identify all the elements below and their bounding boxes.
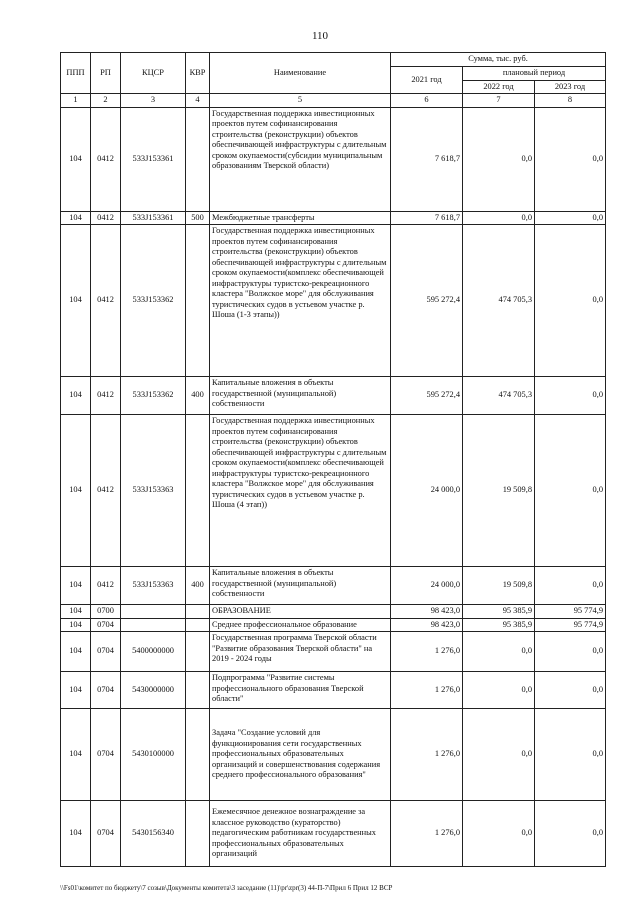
table-row — [61, 225, 606, 377]
cell-2021: 1 276,0 — [391, 801, 463, 867]
cell-name: Межбюджетные трансферты — [210, 211, 391, 225]
table-row — [61, 567, 606, 605]
header-num: 8 — [535, 94, 606, 108]
cell-kcsr: 5430000000 — [121, 672, 186, 709]
cell-2023: 0,0 — [535, 672, 606, 709]
cell-kvr — [186, 225, 210, 377]
cell-ppp: 104 — [61, 415, 91, 567]
cell-kvr — [186, 605, 210, 619]
cell-2022: 0,0 — [463, 801, 535, 867]
cell-rp: 0704 — [91, 632, 121, 672]
cell-name: Государственная поддержка инвестиционных проектов путем софинансирования строительства (реконструкции) объектов обеспечивающей инфраструктуры с длительным сроком окупаемости(комплекс обеспечивающей инфраструктуры туристско-рекреационного кластера "Волжское море" для обслуживания туристических судов в устьевом участке р. Шоша (1-3 этапы)) — [210, 225, 391, 377]
cell-2022: 0,0 — [463, 107, 535, 211]
cell-2021: 1 276,0 — [391, 709, 463, 801]
header-sum: Сумма, тыс. руб. — [391, 53, 606, 67]
cell-name: Государственная программа Тверской области "Развитие образования Тверской области" на 2019 - 2024 годы — [210, 632, 391, 672]
cell-name: Государственная поддержка инвестиционных проектов путем софинансирования строительства (реконструкции) объектов обеспечивающей инфраструктуры с длительным сроком окупаемости(субсидии муниципальным образованиям Тверской области) — [210, 107, 391, 211]
cell-2022: 19 509,8 — [463, 415, 535, 567]
header-num: 6 — [391, 94, 463, 108]
cell-rp: 0704 — [91, 672, 121, 709]
cell-2022: 0,0 — [463, 709, 535, 801]
cell-kcsr: 5400000000 — [121, 632, 186, 672]
cell-rp: 0700 — [91, 605, 121, 619]
cell-kcsr: 533J153361 — [121, 211, 186, 225]
cell-2023: 0,0 — [535, 377, 606, 415]
header-ppp: ППП — [61, 53, 91, 94]
cell-ppp: 104 — [61, 618, 91, 632]
cell-2021: 98 423,0 — [391, 618, 463, 632]
cell-2021: 595 272,4 — [391, 377, 463, 415]
cell-2023: 95 774,9 — [535, 618, 606, 632]
table-row — [61, 801, 606, 867]
cell-kcsr: 533J153363 — [121, 567, 186, 605]
cell-2023: 0,0 — [535, 709, 606, 801]
cell-kcsr: 533J153363 — [121, 415, 186, 567]
cell-2021: 7 618,7 — [391, 211, 463, 225]
cell-rp: 0704 — [91, 618, 121, 632]
cell-kvr — [186, 618, 210, 632]
cell-kvr — [186, 672, 210, 709]
cell-kcsr: 533J153362 — [121, 225, 186, 377]
cell-2022: 19 509,8 — [463, 567, 535, 605]
cell-kvr: 400 — [186, 567, 210, 605]
cell-ppp: 104 — [61, 672, 91, 709]
cell-rp: 0412 — [91, 211, 121, 225]
cell-kvr: 400 — [186, 377, 210, 415]
cell-rp: 0412 — [91, 415, 121, 567]
header-num: 3 — [121, 94, 186, 108]
table-row — [61, 709, 606, 801]
table-row — [61, 618, 606, 632]
cell-2022: 0,0 — [463, 632, 535, 672]
cell-kcsr: 533J153362 — [121, 377, 186, 415]
cell-kcsr: 5430156340 — [121, 801, 186, 867]
cell-rp: 0412 — [91, 567, 121, 605]
header-kcsr: КЦСР — [121, 53, 186, 94]
table-row — [61, 377, 606, 415]
footer-file-path: \\Fs01\комитет по бюджету\7 созыв\Документы комитета\3 заседание (11)\pr\zpr(3) 44-П-7\Прил 6 Прил 12 ВСР — [60, 884, 393, 892]
table-row — [61, 415, 606, 567]
cell-kvr: 500 — [186, 211, 210, 225]
cell-name: Подпрограмма "Развитие системы профессионального образования Тверской области" — [210, 672, 391, 709]
cell-ppp: 104 — [61, 567, 91, 605]
cell-2023: 0,0 — [535, 567, 606, 605]
table-row — [61, 605, 606, 619]
header-kvr: КВР — [186, 53, 210, 94]
budget-table — [60, 52, 606, 867]
cell-name: Среднее профессиональное образование — [210, 618, 391, 632]
header-rp: РП — [91, 53, 121, 94]
cell-2021: 24 000,0 — [391, 567, 463, 605]
cell-name: Капитальные вложения в объекты государственной (муниципальной) собственности — [210, 567, 391, 605]
header-name: Наименование — [210, 53, 391, 94]
table-row — [61, 211, 606, 225]
table-row — [61, 107, 606, 211]
page-number: 110 — [311, 30, 329, 42]
cell-rp: 0412 — [91, 225, 121, 377]
cell-2021: 98 423,0 — [391, 605, 463, 619]
cell-2021: 7 618,7 — [391, 107, 463, 211]
cell-kvr — [186, 709, 210, 801]
cell-2021: 1 276,0 — [391, 632, 463, 672]
cell-2023: 0,0 — [535, 211, 606, 225]
cell-2022: 0,0 — [463, 211, 535, 225]
cell-rp: 0704 — [91, 801, 121, 867]
header-plan-period: плановый период — [463, 67, 606, 81]
cell-2023: 0,0 — [535, 107, 606, 211]
header-num: 7 — [463, 94, 535, 108]
header-num: 2 — [91, 94, 121, 108]
header-num: 5 — [210, 94, 391, 108]
cell-kcsr: 5430100000 — [121, 709, 186, 801]
header-2021: 2021 год — [391, 67, 463, 94]
cell-ppp: 104 — [61, 605, 91, 619]
cell-ppp: 104 — [61, 377, 91, 415]
cell-kvr — [186, 632, 210, 672]
cell-kcsr — [121, 618, 186, 632]
cell-name: Государственная поддержка инвестиционных проектов путем софинансирования строительства (реконструкции) объектов обеспечивающей инфраструктуры с длительным сроком окупаемости(комплекс обеспечивающей инфраструктуры туристско-рекреационного кластера "Волжское море" для обслуживания туристических судов в устьевом участке р. Шоша (4 этап)) — [210, 415, 391, 567]
cell-2022: 0,0 — [463, 672, 535, 709]
header-2022: 2022 год — [463, 80, 535, 94]
cell-ppp: 104 — [61, 211, 91, 225]
cell-rp: 0412 — [91, 377, 121, 415]
cell-2022: 95 385,9 — [463, 605, 535, 619]
cell-2022: 95 385,9 — [463, 618, 535, 632]
cell-2023: 0,0 — [535, 415, 606, 567]
cell-2022: 474 705,3 — [463, 225, 535, 377]
cell-ppp: 104 — [61, 709, 91, 801]
cell-name: Задача "Создание условий для функционирования сети государственных профессиональных образовательных организаций и совершенствования содержания среднего профессионального образования" — [210, 709, 391, 801]
cell-2021: 1 276,0 — [391, 672, 463, 709]
table-row — [61, 632, 606, 672]
cell-name: Ежемесячное денежное вознаграждение за классное руководство (кураторство) педагогическим работникам государственных профессиональных образовательных организаций — [210, 801, 391, 867]
header-num: 1 — [61, 94, 91, 108]
cell-name: Капитальные вложения в объекты государственной (муниципальной) собственности — [210, 377, 391, 415]
cell-2023: 0,0 — [535, 632, 606, 672]
cell-ppp: 104 — [61, 225, 91, 377]
header-2023: 2023 год — [535, 80, 606, 94]
cell-2023: 0,0 — [535, 801, 606, 867]
cell-ppp: 104 — [61, 107, 91, 211]
cell-2022: 474 705,3 — [463, 377, 535, 415]
cell-kcsr — [121, 605, 186, 619]
cell-rp: 0704 — [91, 709, 121, 801]
cell-2021: 24 000,0 — [391, 415, 463, 567]
table-row — [61, 672, 606, 709]
cell-ppp: 104 — [61, 801, 91, 867]
cell-kvr — [186, 107, 210, 211]
cell-2023: 95 774,9 — [535, 605, 606, 619]
header-num: 4 — [186, 94, 210, 108]
cell-kvr — [186, 801, 210, 867]
cell-name: ОБРАЗОВАНИЕ — [210, 605, 391, 619]
cell-kvr — [186, 415, 210, 567]
cell-ppp: 104 — [61, 632, 91, 672]
cell-kcsr: 533J153361 — [121, 107, 186, 211]
cell-rp: 0412 — [91, 107, 121, 211]
cell-2023: 0,0 — [535, 225, 606, 377]
cell-2021: 595 272,4 — [391, 225, 463, 377]
